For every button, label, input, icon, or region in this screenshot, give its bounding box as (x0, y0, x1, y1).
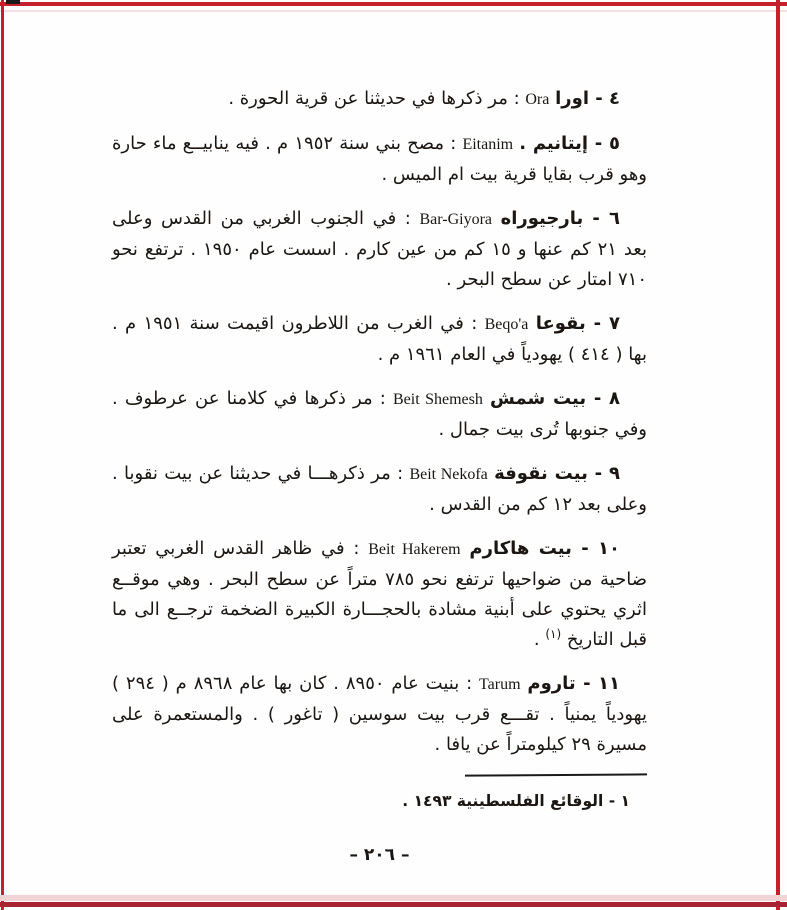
entry-text: مر ذكرها في حديثنا عن قرية الحورة . (228, 88, 508, 109)
entry-number: ٧ - (585, 313, 620, 334)
entry-name-arabic: بيت هاكارم (469, 538, 572, 559)
footnote: ١ - الوقائع الفلسطينية ١٤٩٣ . (402, 792, 630, 810)
entry-separator: : (459, 673, 480, 694)
entry-name-latin: Tarum (479, 676, 521, 693)
scan-border-right (776, 0, 780, 910)
entry-number: ١٠ - (571, 538, 621, 559)
entry-name-latin: Eitanim (462, 136, 514, 153)
scan-border-bottom-faint (0, 895, 787, 901)
entry-text: بنيت عام ٨٩٥٠ . كان بها عام ٨٩٦٨ م ( ٢٩٤ ) يهودياً يمنياً . تقـــع قرب بيت سوسين ( تاغور ) . والمستعمرة على مسيرة ٢٩ كيلومتراً عن يافا . (112, 673, 647, 755)
entry-name-arabic: إيتانيم . (519, 133, 589, 154)
entry-text: في الغرب من اللاطرون اقيمت سنة ١٩٥١ م . بها ( ٤١٤ ) يهودياً في العام ١٩٦١ م . (112, 313, 647, 365)
scan-border-left (1, 0, 4, 910)
entry-name-arabic: بقوعا (535, 313, 586, 334)
entry-tarum (112, 669, 647, 760)
entry-separator: : (344, 538, 369, 559)
scan-border-top (0, 2, 787, 6)
entry-separator: : (390, 463, 410, 484)
entry-beit-hakerem (112, 534, 647, 655)
entry-text: مصح بني سنة ١٩٥٢ م . فيه ينابيــع ماء حارة وهو قرب بقايا قرية بيت ام الميس . (112, 133, 647, 185)
entry-text: في ظاهر القدس الغربي تعتبر ضاحية من ضواحيها ترتفع نحو ٧٨٥ متراً عن سطح البحر . وهي موقــع اثري يحتوي على أبنية مشادة بالحجـــارة الكبيرة الضخمة ترجــع الى ما قبل التاريخ (112, 538, 647, 650)
entry-separator: : (396, 208, 420, 229)
entry-name-latin: Ora (525, 91, 550, 108)
scan-smudge (6, 0, 20, 4)
entry-separator: : (507, 88, 526, 109)
entry-number: ٦ - (583, 208, 620, 229)
page-number: – ٢٠٦ – (349, 845, 410, 865)
entry-number: ٤ - (588, 88, 620, 109)
entry-name-arabic: بيت نقوفة (494, 463, 588, 484)
entry-name-latin: Beit Hakerem (368, 541, 461, 558)
entry-name-latin: Beqo'a (484, 316, 529, 333)
entry-ora (112, 84, 647, 115)
entry-text: مر ذكرهـــا في حديثنا عن بيت نقوبا . وعلى بعد ١٢ كم من القدس . (112, 463, 647, 515)
entry-name-arabic: بارجيوراه (500, 208, 584, 229)
entry-name-latin: Beit Shemesh (393, 391, 483, 408)
entry-name-arabic: بيت شمش (490, 388, 587, 409)
page-body (112, 84, 647, 887)
entry-name-arabic: تاروم (527, 673, 576, 694)
entry-text-tail: . (533, 629, 546, 650)
entry-beit-shemesh (112, 384, 647, 445)
entry-text: في الجنوب الغربي من القدس وعلى بعد ٢١ كم عنها و ١٥ كم من عين كارم . اسست عام ١٩٥٠ . ترتفع نحو ٧١٠ امتار عن سطح البحر . (112, 208, 647, 290)
entry-separator: : (444, 133, 463, 154)
entry-number: ٨ - (586, 388, 620, 409)
entry-beqoa (112, 309, 647, 370)
entry-beit-nekofa (112, 459, 647, 520)
entry-separator: : (372, 388, 393, 409)
entry-bar-giyora (112, 204, 647, 295)
entry-separator: : (463, 313, 485, 334)
entry-text: مر ذكرها في كلامنا عن عرطوف . وفي جنوبها تُرى بيت جمال . (112, 388, 647, 440)
entry-name-latin: Beit Nekofa (409, 466, 488, 483)
scan-border-top-faint (0, 10, 787, 12)
entry-eitanim (112, 129, 647, 190)
entry-number: ١١ - (575, 673, 620, 694)
entry-name-latin: Bar-Giyora (419, 211, 492, 228)
footnote-separator (465, 773, 647, 776)
entry-number: ٩ - (587, 463, 620, 484)
footnote-reference-mark: (١) (545, 627, 562, 641)
scan-border-bottom (0, 902, 787, 907)
entry-name-arabic: اورا (555, 88, 589, 109)
entry-number: ٥ - (588, 133, 620, 154)
